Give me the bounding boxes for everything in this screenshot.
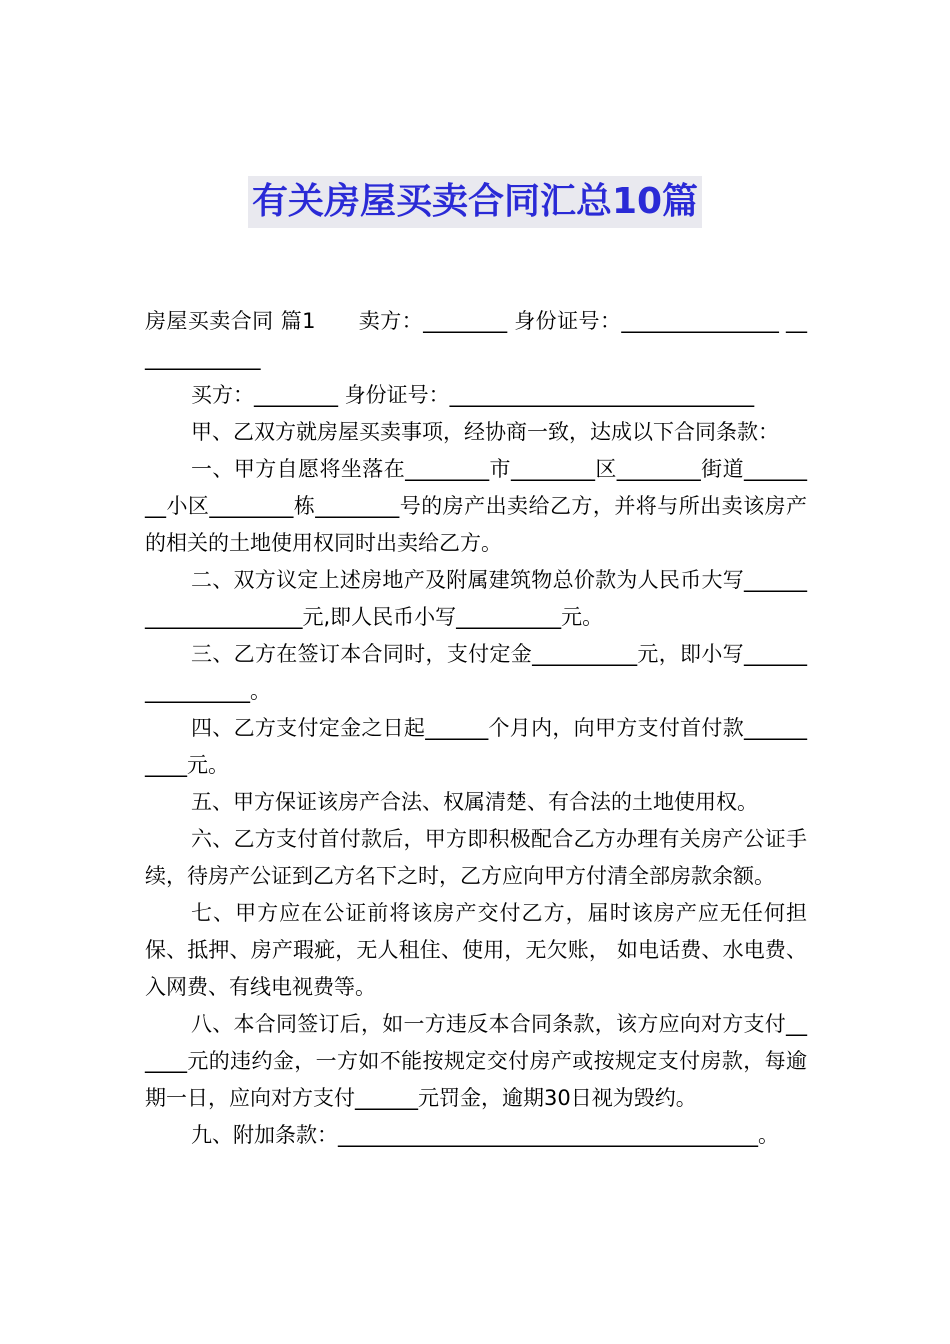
clause-3: 三、乙方在签订本合同时，支付定金__________元，即小写________________。 (145, 642, 807, 703)
agreement-intro: 甲、乙双方就房屋买卖事项，经协商一致，达成以下合同条款： (191, 420, 779, 444)
clause-2: 二、双方议定上述房地产及附属建筑物总价款为人民币大写_____________________元,即人民币小写__________元。 (145, 568, 807, 629)
title-container (0, 176, 950, 228)
clause-5: 五、甲方保证该房产合法、权属清楚、有合法的土地使用权。 (191, 790, 758, 814)
contract-body (145, 303, 807, 1154)
clause-1: 一、甲方自愿将坐落在________市________区________街道________小区________栋________号的房产出卖给乙方，并将与所出卖该房产的相关的土地使用权同时出卖给乙方。 (145, 457, 807, 555)
clause-9: 九、附加条款：________________________________________。 (191, 1123, 779, 1147)
clause-6: 六、乙方支付首付款后，甲方即积极配合乙方办理有关房产公证手续，待房产公证到乙方名下之时，乙方应向甲方付清全部房款余额。 (145, 827, 807, 888)
clause-8: 八、本合同签订后，如一方违反本合同条款，该方应向对方支付______元的违约金，一方如不能按规定交付房产或按规定支付房款，每逾期一日，应向对方支付______元罚金，逾期30日视为毁约。 (145, 1012, 807, 1110)
document-title: 有关房屋买卖合同汇总10篇 (248, 176, 702, 228)
contract-header-line: 房屋买卖合同 篇1 卖方：________ 身份证号：_______________ _____________ (145, 309, 807, 370)
clause-4: 四、乙方支付定金之日起______个月内，向甲方支付首付款__________元。 (145, 716, 807, 777)
buyer-line: 买方：________ 身份证号：_____________________________ (191, 383, 755, 407)
clause-7: 七、甲方应在公证前将该房产交付乙方，届时该房产应无任何担保、抵押、房产瑕疵，无人租住、使用，无欠账， 如电话费、水电费、入网费、有线电视费等。 (145, 901, 807, 999)
